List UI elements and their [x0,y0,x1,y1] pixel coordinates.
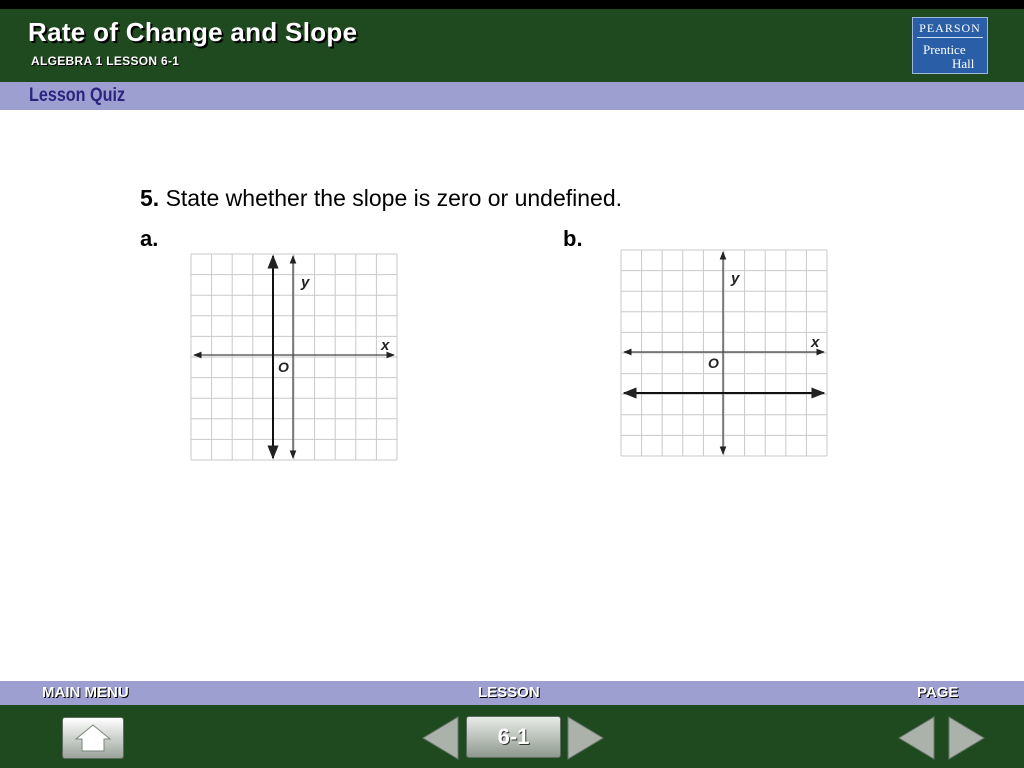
question-prompt: State whether the slope is zero or undefined. [165,185,623,211]
lesson-prev-button[interactable] [420,715,460,761]
logo-divider [917,37,983,38]
pearson-logo [912,17,988,74]
footer-nav-bar [0,705,1024,768]
page-next-arrow-icon [949,717,984,759]
page-prev-arrow-icon [899,717,934,759]
page-title: Rate of Change and Slope [28,17,358,47]
lesson-number-button[interactable]: 6-1 [466,716,561,758]
home-icon [63,718,123,758]
section-band [0,82,1024,110]
x-label-a: x [381,337,390,354]
graph-b [616,244,830,460]
page-label: PAGE [917,684,959,701]
lesson-label: LESSON [478,684,540,701]
lesson-next-arrow-icon [568,717,603,759]
page-next-button[interactable] [947,715,987,761]
header-bar [0,9,1024,82]
y-label-b: y [731,270,740,287]
y-label-a: y [301,274,310,291]
origin-label-b: O [708,355,719,371]
graph-a [186,248,400,464]
x-label-b: x [811,334,820,351]
lesson-subtitle: ALGEBRA 1 LESSON 6-1 [31,54,180,68]
grid-a [191,254,397,460]
footer-label-band [0,681,1024,705]
logo-line-prentice: Prentice [923,42,966,57]
logo-line-hall: Hall [952,56,975,71]
page-prev-button[interactable] [896,715,936,761]
grid-b [621,250,827,456]
question-number: 5. [140,185,160,211]
main-menu-button[interactable] [62,717,124,759]
question-text [140,185,622,212]
section-label: Lesson Quiz [29,85,126,106]
logo-line-pearson: PEARSON [919,21,981,35]
origin-label-a: O [278,359,289,375]
lesson-prev-arrow-icon [423,717,458,759]
main-menu-label: MAIN MENU [42,684,129,701]
part-b-label: b. [563,226,583,251]
part-a-label: a. [140,226,159,251]
lesson-next-button[interactable] [566,715,606,761]
top-strip [0,0,1024,9]
